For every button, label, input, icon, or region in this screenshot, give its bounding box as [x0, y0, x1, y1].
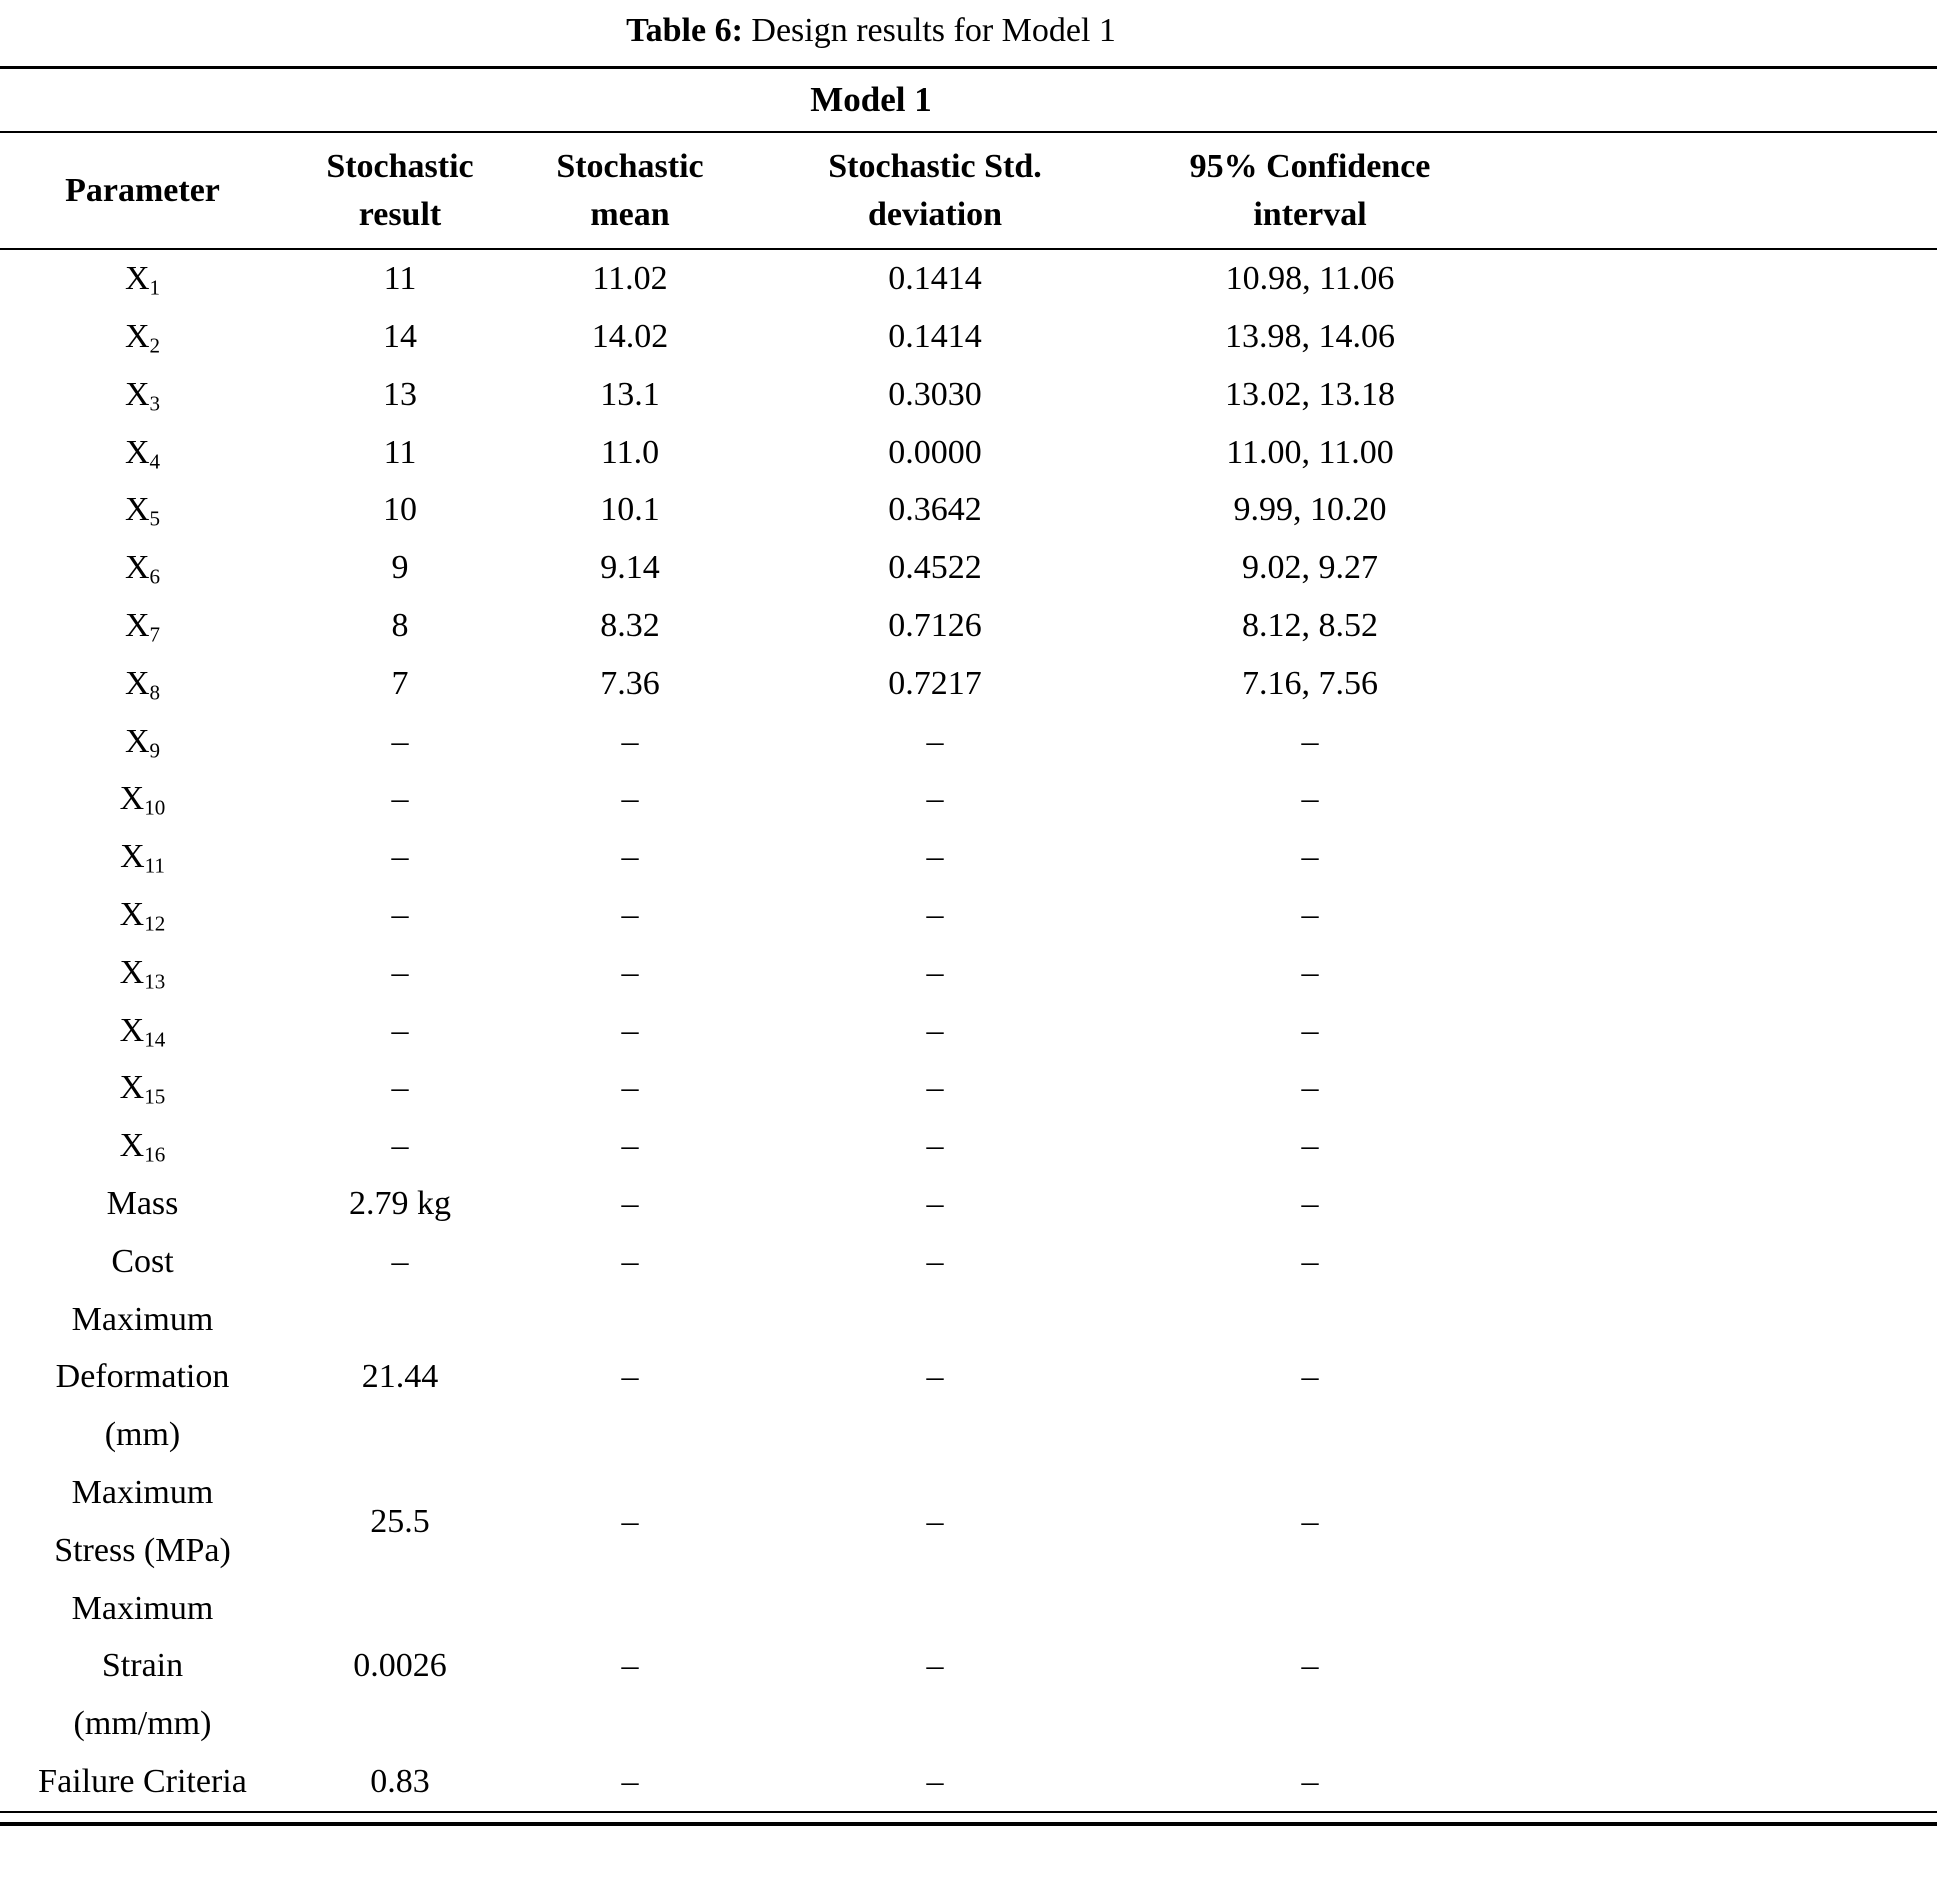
cell-stochastic-std-deviation: 0.7126 [888, 606, 982, 644]
cell-confidence-interval: – [1301, 953, 1319, 991]
parameter-subscript: 15 [144, 1084, 166, 1109]
table-row [0, 713, 1937, 771]
filler-cell [1495, 944, 1937, 1002]
cell-stochastic-result: 25.5 [370, 1502, 430, 1540]
filler-cell [1495, 539, 1937, 597]
table-row [0, 1059, 1937, 1117]
table-row [0, 1175, 1937, 1233]
cell-stochastic-result: 8 [391, 606, 409, 644]
col-header-stochastic-result: Stochastic result [285, 132, 515, 249]
cell-stochastic-result: – [391, 1127, 409, 1165]
table-row [0, 1291, 1937, 1464]
table-row [0, 944, 1937, 1002]
filler-cell [1495, 1002, 1937, 1060]
cell-stochastic-std-deviation: – [926, 1011, 944, 1049]
cell-confidence-interval: 7.16, 7.56 [1242, 664, 1378, 702]
cell-parameter: $X_4$ [124, 433, 161, 473]
cell-stochastic-std-deviation: 0.3642 [888, 491, 982, 529]
parameter-subscript: 14 [144, 1026, 166, 1051]
cell-confidence-interval: 13.98, 14.06 [1225, 317, 1395, 355]
cell-confidence-interval: – [1301, 1502, 1319, 1540]
cell-confidence-interval: – [1301, 895, 1319, 933]
col-header-stochastic-std-deviation: Stochastic Std. deviation [745, 132, 1125, 249]
header-row [0, 132, 1937, 249]
filler-cell [1495, 249, 1937, 308]
table-row [0, 1580, 1937, 1753]
cell-stochastic-mean: – [621, 1184, 639, 1222]
cell-stochastic-mean: 11.0 [600, 433, 660, 471]
filler-cell [1495, 1464, 1937, 1580]
cell-parameter: $X_{11}$ [120, 838, 165, 878]
cell-stochastic-mean: – [621, 780, 639, 818]
filler-cell [1495, 1117, 1937, 1175]
table-caption-text: Design results for Model 1 [742, 12, 1116, 49]
parameter-subscript: 1 [149, 275, 161, 300]
filler-cell [1495, 770, 1937, 828]
cell-stochastic-result: 14 [383, 317, 417, 355]
filler-cell [1495, 828, 1937, 886]
cell-parameter: Cost [111, 1242, 174, 1280]
cell-confidence-interval: 8.12, 8.52 [1242, 606, 1378, 644]
table-row [0, 886, 1937, 944]
cell-confidence-interval: – [1301, 1358, 1319, 1396]
cell-parameter: $X_1$ [124, 260, 161, 300]
cell-stochastic-std-deviation: 0.1414 [888, 260, 982, 298]
cell-stochastic-std-deviation: 0.3030 [888, 375, 982, 413]
cell-confidence-interval: – [1301, 1242, 1319, 1280]
cell-stochastic-mean: – [621, 838, 639, 876]
cell-parameter: $X_7$ [124, 606, 161, 647]
cell-stochastic-mean: – [621, 1647, 639, 1685]
parameter-subscript: 5 [149, 506, 161, 531]
cell-stochastic-std-deviation: 0.7217 [888, 664, 982, 702]
cell-stochastic-result: 9 [391, 549, 409, 587]
cell-parameter: $X_{15}$ [119, 1069, 166, 1109]
table-row [0, 539, 1937, 597]
cell-parameter: $X_2$ [124, 317, 161, 358]
cell-stochastic-result: – [391, 1069, 409, 1107]
table-row [0, 1464, 1937, 1580]
table-row [0, 1002, 1937, 1060]
cell-confidence-interval: – [1301, 780, 1319, 818]
cell-stochastic-result: 21.44 [361, 1358, 439, 1396]
cell-parameter: $X_{13}$ [119, 953, 166, 994]
cell-stochastic-result: 7 [391, 664, 409, 702]
table-row [0, 828, 1937, 886]
cell-stochastic-mean: – [621, 953, 639, 991]
table-row [0, 1753, 1937, 1812]
table-row [0, 481, 1937, 539]
cell-parameter: $X_5$ [124, 491, 161, 531]
filler-cell [1495, 1291, 1937, 1464]
cell-stochastic-std-deviation: – [926, 1502, 944, 1540]
cell-stochastic-result: – [391, 953, 409, 991]
cell-stochastic-result: 13 [383, 375, 417, 413]
cell-stochastic-std-deviation: – [926, 1069, 944, 1107]
cell-parameter: $X_{12}$ [119, 895, 166, 936]
cell-stochastic-mean: – [621, 1069, 639, 1107]
cell-parameter: $X_{14}$ [119, 1011, 166, 1051]
cell-stochastic-mean: – [515, 1753, 745, 1812]
cell-stochastic-result: 11 [383, 433, 417, 471]
cell-parameter: $X_8$ [124, 664, 161, 705]
cell-confidence-interval: – [1125, 1753, 1495, 1812]
cell-stochastic-mean: 10.1 [600, 491, 660, 529]
cell-stochastic-mean: 11.02 [592, 260, 668, 298]
cell-stochastic-mean: – [621, 1127, 639, 1165]
filler-cell [1495, 1059, 1937, 1117]
cell-confidence-interval: 13.02, 13.18 [1225, 375, 1395, 413]
filler-cell [1495, 1175, 1937, 1233]
col-header-stochastic-mean: Stochastic mean [515, 132, 745, 249]
filler-cell [1495, 597, 1937, 655]
parameter-subscript: 4 [149, 448, 161, 473]
cell-confidence-interval: 9.99, 10.20 [1233, 491, 1387, 529]
cell-confidence-interval: – [1301, 1647, 1319, 1685]
cell-stochastic-result: – [391, 780, 409, 818]
cell-stochastic-result: – [391, 895, 409, 933]
cell-parameter: $X_6$ [124, 549, 161, 589]
table-body [0, 68, 1937, 1812]
table-row [0, 424, 1937, 482]
cell-stochastic-result: 0.0026 [353, 1647, 447, 1685]
table-row [0, 1117, 1937, 1175]
cell-parameter: Maximum Stress (MPa) [54, 1473, 231, 1569]
cell-confidence-interval: – [1301, 1069, 1319, 1107]
cell-stochastic-mean: – [621, 1242, 639, 1280]
parameter-subscript: 11 [144, 853, 165, 878]
cell-parameter: Mass [106, 1184, 179, 1222]
cell-stochastic-mean: – [621, 1502, 639, 1540]
table-row [0, 597, 1937, 655]
cell-stochastic-mean: 7.36 [600, 664, 660, 702]
table-row [0, 1233, 1937, 1291]
results-table [0, 66, 1937, 1813]
parameter-subscript: 13 [144, 969, 166, 994]
cell-stochastic-mean: – [621, 1358, 639, 1396]
cell-stochastic-result: 0.83 [285, 1753, 515, 1812]
parameter-subscript: 7 [149, 622, 161, 647]
cell-stochastic-std-deviation: – [926, 1242, 944, 1280]
cell-stochastic-std-deviation: – [926, 1184, 944, 1222]
cell-confidence-interval: – [1301, 722, 1319, 760]
cell-stochastic-result: – [391, 1242, 409, 1280]
cell-parameter: Maximum Deformation (mm) [55, 1300, 230, 1454]
cell-stochastic-mean: 14.02 [591, 317, 669, 355]
filler-cell [1495, 308, 1937, 366]
bottom-rule [0, 1822, 1937, 1826]
cell-stochastic-std-deviation: – [926, 953, 944, 991]
cell-stochastic-std-deviation: 0.4522 [888, 549, 982, 587]
cell-stochastic-mean: – [621, 722, 639, 760]
cell-stochastic-std-deviation: – [926, 722, 944, 760]
filler-cell [1495, 481, 1937, 539]
table-row [0, 655, 1937, 713]
parameter-subscript: 2 [149, 333, 161, 358]
table-row [0, 770, 1937, 828]
cell-stochastic-result: 2.79 kg [349, 1184, 451, 1222]
table-row [0, 308, 1937, 366]
cell-stochastic-mean: 8.32 [600, 606, 660, 644]
cell-confidence-interval: 10.98, 11.06 [1225, 260, 1395, 298]
cell-stochastic-result: – [391, 838, 409, 876]
cell-stochastic-std-deviation: – [926, 1127, 944, 1165]
cell-stochastic-mean: – [621, 1011, 639, 1049]
cell-stochastic-result: 10 [383, 491, 417, 529]
cell-parameter: Maximum Strain (mm/mm) [71, 1589, 214, 1743]
cell-stochastic-std-deviation: 0.0000 [888, 433, 982, 471]
cell-stochastic-std-deviation: 0.1414 [888, 317, 982, 355]
cell-stochastic-std-deviation: – [745, 1753, 1125, 1812]
cell-parameter: Failure Criteria [0, 1753, 285, 1812]
cell-stochastic-std-deviation: – [926, 1647, 944, 1685]
filler-cell [1495, 366, 1937, 424]
cell-stochastic-std-deviation: – [926, 895, 944, 933]
cell-stochastic-mean: – [621, 895, 639, 933]
filler-cell [1495, 1233, 1937, 1291]
table-row [0, 249, 1937, 308]
cell-parameter: $X_{10}$ [119, 780, 166, 820]
filler-cell [1495, 1753, 1937, 1812]
cell-stochastic-result: 11 [383, 260, 417, 298]
parameter-subscript: 10 [144, 795, 166, 820]
col-header-confidence-interval: 95% Confidence interval [1125, 132, 1495, 249]
cell-stochastic-std-deviation: – [926, 1358, 944, 1396]
cell-stochastic-mean: 13.1 [600, 375, 660, 413]
cell-confidence-interval: – [1301, 1127, 1319, 1165]
cell-parameter: $X_{16}$ [119, 1127, 166, 1167]
table-caption-label: Table 6: [626, 12, 743, 49]
parameter-subscript: 16 [144, 1142, 166, 1167]
cell-stochastic-result: – [391, 1011, 409, 1049]
col-header-filler [1495, 132, 1937, 249]
cell-parameter: $X_3$ [124, 375, 161, 416]
table-title-row [0, 68, 1937, 133]
parameter-subscript: 3 [149, 391, 161, 416]
filler-cell [1495, 1580, 1937, 1753]
parameter-subscript: 9 [149, 737, 161, 762]
filler-cell [1495, 655, 1937, 713]
filler-cell [1495, 886, 1937, 944]
parameter-subscript: 8 [149, 680, 161, 705]
table-title: Model 1 [0, 68, 1937, 133]
cell-parameter: $X_9$ [124, 722, 161, 762]
cell-confidence-interval: – [1301, 1011, 1319, 1049]
table-caption [0, 0, 1742, 66]
cell-confidence-interval: – [1301, 838, 1319, 876]
col-header-parameter: Parameter [0, 132, 285, 249]
cell-confidence-interval: – [1301, 1184, 1319, 1222]
table-row [0, 366, 1937, 424]
cell-confidence-interval: 11.00, 11.00 [1226, 433, 1394, 471]
parameter-subscript: 12 [144, 911, 166, 936]
cell-confidence-interval: 9.02, 9.27 [1242, 549, 1378, 587]
cell-stochastic-std-deviation: – [926, 780, 944, 818]
filler-cell [1495, 424, 1937, 482]
cell-stochastic-mean: 9.14 [600, 549, 660, 587]
filler-cell [1495, 713, 1937, 771]
cell-stochastic-result: – [391, 722, 409, 760]
cell-stochastic-std-deviation: – [926, 838, 944, 876]
parameter-subscript: 6 [149, 564, 161, 589]
